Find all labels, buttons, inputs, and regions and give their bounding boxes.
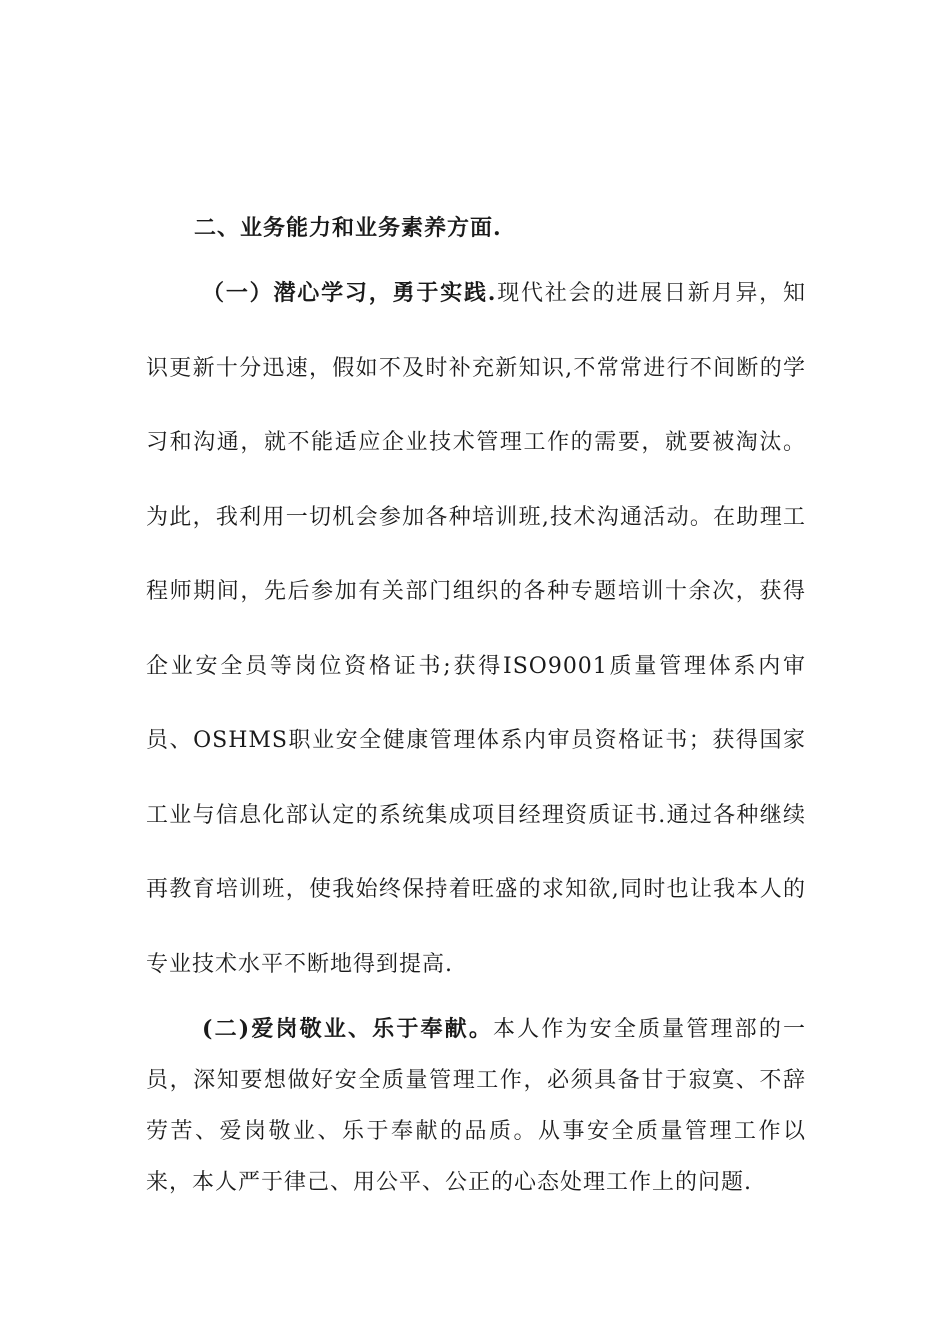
paragraph-study-practice xyxy=(146,256,806,1002)
paragraph-text-study-practice: 现代社会的进展日新月异，知识更新十分迅速，假如不及时补充新知识,不常常进行不间断的学习和沟通，就不能适应企业技术管理工作的需要，就要被淘汰。为此，我利用一切机会参加各种培训班,技术沟通活动。在助理工程师期间，先后参加有关部门组织的各种专题培训十余次，获得企业安全员等岗位资格证书;获得ISO9001质量管理体系内审员、OSHMS职业安全健康管理体系内审员资格证书；获得国家工业与信息化部认定的系统集成项目经理资质证书.通过各种继续再教育培训班，使我始终保持着旺盛的求知欲,同时也让我本人的专业技术水平不断地得到提高. xyxy=(146,281,806,977)
paragraph-dedication xyxy=(146,1004,806,1208)
document-body xyxy=(146,206,806,1208)
paragraph-lead-study-practice: （一）潜心学习，勇于实践. xyxy=(202,280,497,306)
section-heading: 二、业务能力和业务素养方面. xyxy=(194,215,502,241)
paragraph-text-dedication: 本人作为安全质量管理部的一员，深知要想做好安全质量管理工作，必须具备甘于寂寞、不辞劳苦、爱岗敬业、乐于奉献的品质。从事安全质量管理工作以来，本人严于律己、用公平、公正的心态处理工作上的问题. xyxy=(146,1017,806,1195)
paragraph-lead-dedication: (二)爱岗敬业、乐于奉献。 xyxy=(202,1016,493,1042)
